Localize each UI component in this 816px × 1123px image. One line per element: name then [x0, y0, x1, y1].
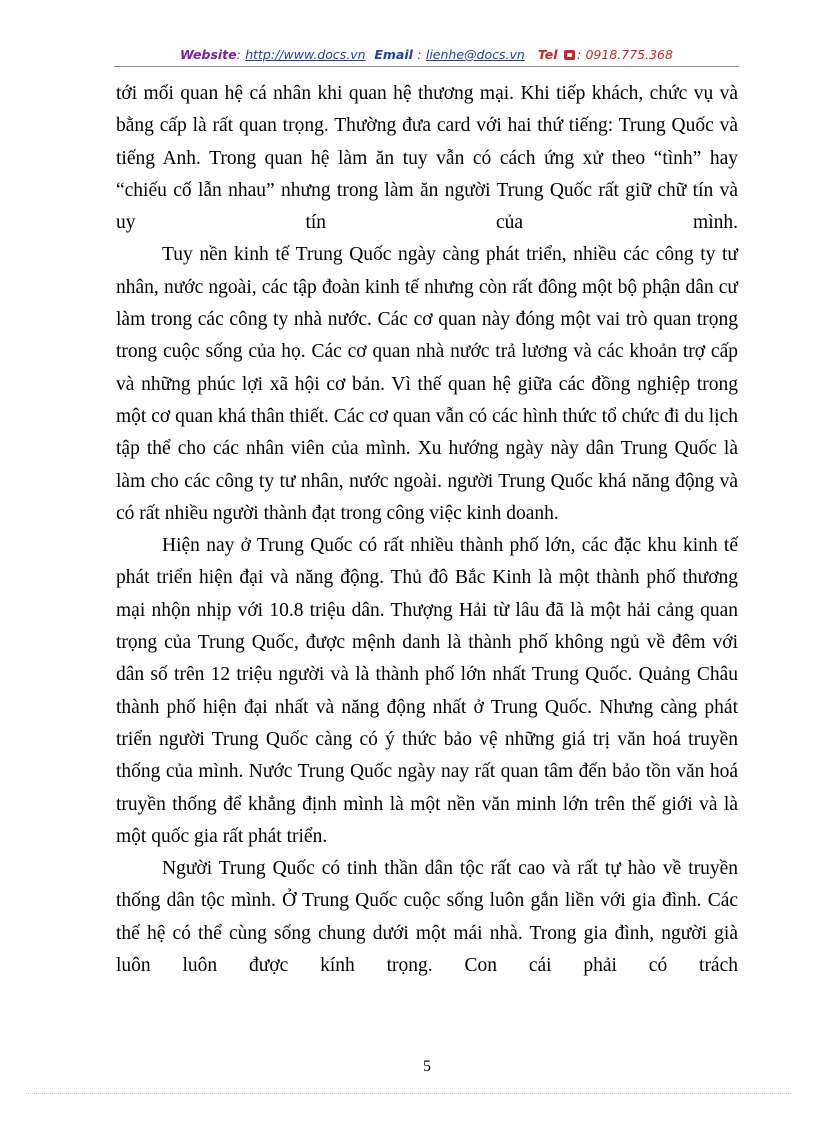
text-line: lương và các khoản trợ cấp và những phúc lợi xã hội cơ bản. Vì thế quan	[116, 341, 738, 395]
text-line: mình. Xu hướng ngày này dân Trung Quốc là làm cho các công ty tư	[116, 438, 739, 492]
tel-value: 0918.775.368	[585, 47, 673, 62]
text-line: một hải cảng quan trọng của Trung Quốc, được mệnh danh là thành phố	[116, 599, 738, 654]
text-line: Tuy nền kinh tế Trung Quốc ngày càng phát triển, nhiều các công	[162, 244, 694, 266]
text-line: vụ và bằng cấp là rất quan trọng. Thường đưa card với hai thứ tiếng:	[116, 83, 739, 137]
text-line: phố thương mại nhộn nhịp với 10.8 triệu dân. Thượng Hải từ lâu đã là	[116, 567, 739, 621]
text-line: phát triển.	[248, 825, 328, 847]
text-line: tới mối quan hệ cá nhân khi quan hệ thương mại. Khi tiếp khách, chức	[116, 83, 688, 104]
email-separator: :	[417, 47, 422, 62]
text-line: vai trò quan trọng trong cuộc sống của họ. Các cơ quan nhà nước trả	[116, 309, 738, 363]
paragraph	[116, 530, 738, 853]
phone-icon	[564, 50, 575, 60]
text-line: Quốc ngày nay rất quan tâm đến bảo tồn văn hoá truyền thống để khẳng	[116, 761, 738, 815]
paragraph	[116, 239, 738, 530]
text-line: Quốc rất giữ chữ tín và uy tín của mình.	[116, 179, 739, 234]
page-number: 5	[423, 1058, 431, 1075]
text-line: Người Trung Quốc có tinh thần dân tộc rất cao và rất tự hào về	[162, 858, 682, 880]
website-link[interactable]: http://www.docs.vn	[245, 47, 366, 62]
paragraph	[116, 78, 738, 239]
website-label: Website	[180, 47, 237, 62]
text-line: truyền thống dân tộc mình. Ở Trung Quốc cuộc sống luôn gắn liền với	[116, 858, 739, 912]
page-bottom-border	[26, 1093, 791, 1094]
text-line: nhất Trung Quốc. Quảng Châu thành phố hiện đại nhất và năng động	[116, 664, 739, 718]
tel-separator: :	[576, 47, 582, 62]
text-line: định mình là một nền văn minh lớn trên thế giới và là một quốc gia rất	[116, 793, 738, 847]
email-label: Email	[374, 47, 413, 62]
paragraph	[116, 853, 738, 982]
text-line: người thành đạt trong công việc kinh doanh.	[212, 502, 559, 524]
tel-label: Tel	[537, 47, 558, 62]
header-divider	[114, 66, 739, 67]
document-body	[116, 78, 738, 982]
text-line: gia đình. Các thế hệ có thể cùng sống chung dưới một mái nhà. Trong	[116, 890, 739, 944]
text-line: Trung Quốc và tiếng Anh. Trong quan hệ làm ăn tuy vẫn có cách ứng xử	[116, 115, 738, 169]
text-line: phận dân cư làm trong các công ty nhà nước. Các cơ quan này đóng một	[116, 276, 739, 331]
text-line: gia đình, người già luôn luôn được kính trọng. Con cái phải có trách	[116, 922, 738, 977]
text-line: hệ giữa các đồng nghiệp trong một cơ quan khá thân thiết. Các cơ quan	[116, 373, 739, 427]
text-line: thức bảo vệ những giá trị văn hoá truyền thống của mình. Nước Trung	[116, 728, 738, 783]
text-line: ty tư nhân, nước ngoài, các tập đoàn kinh tế nhưng còn rất đông một bộ	[116, 244, 738, 298]
text-line: nhân, nước ngoài. người Trung Quốc khá năng động và có rất nhiều	[116, 470, 739, 524]
text-line: kinh tế phát triển hiện đại và năng động. Thủ đô Bắc Kinh là một thành	[116, 535, 738, 589]
email-link[interactable]: lienhe@docs.vn	[425, 47, 525, 62]
website-separator: :	[236, 47, 241, 62]
text-line: nhất ở Trung Quốc. Nhưng càng phát triển người Trung Quốc càng có ý	[116, 696, 738, 750]
page-header	[114, 46, 739, 66]
text-line: theo “tình” hay “chiếu cố lẫn nhau” nhưng trong làm ăn người Trung	[116, 147, 739, 201]
text-line: vẫn có các hình thức tổ chức đi du lịch tập thể cho các nhân viên của	[116, 405, 738, 460]
text-line: Hiện nay ở Trung Quốc có rất nhiều thành phố lớn, các đặc khu	[162, 535, 677, 557]
text-line: không ngủ về đêm với dân số trên 12 triệu người và là thành phố lớn	[116, 632, 738, 686]
